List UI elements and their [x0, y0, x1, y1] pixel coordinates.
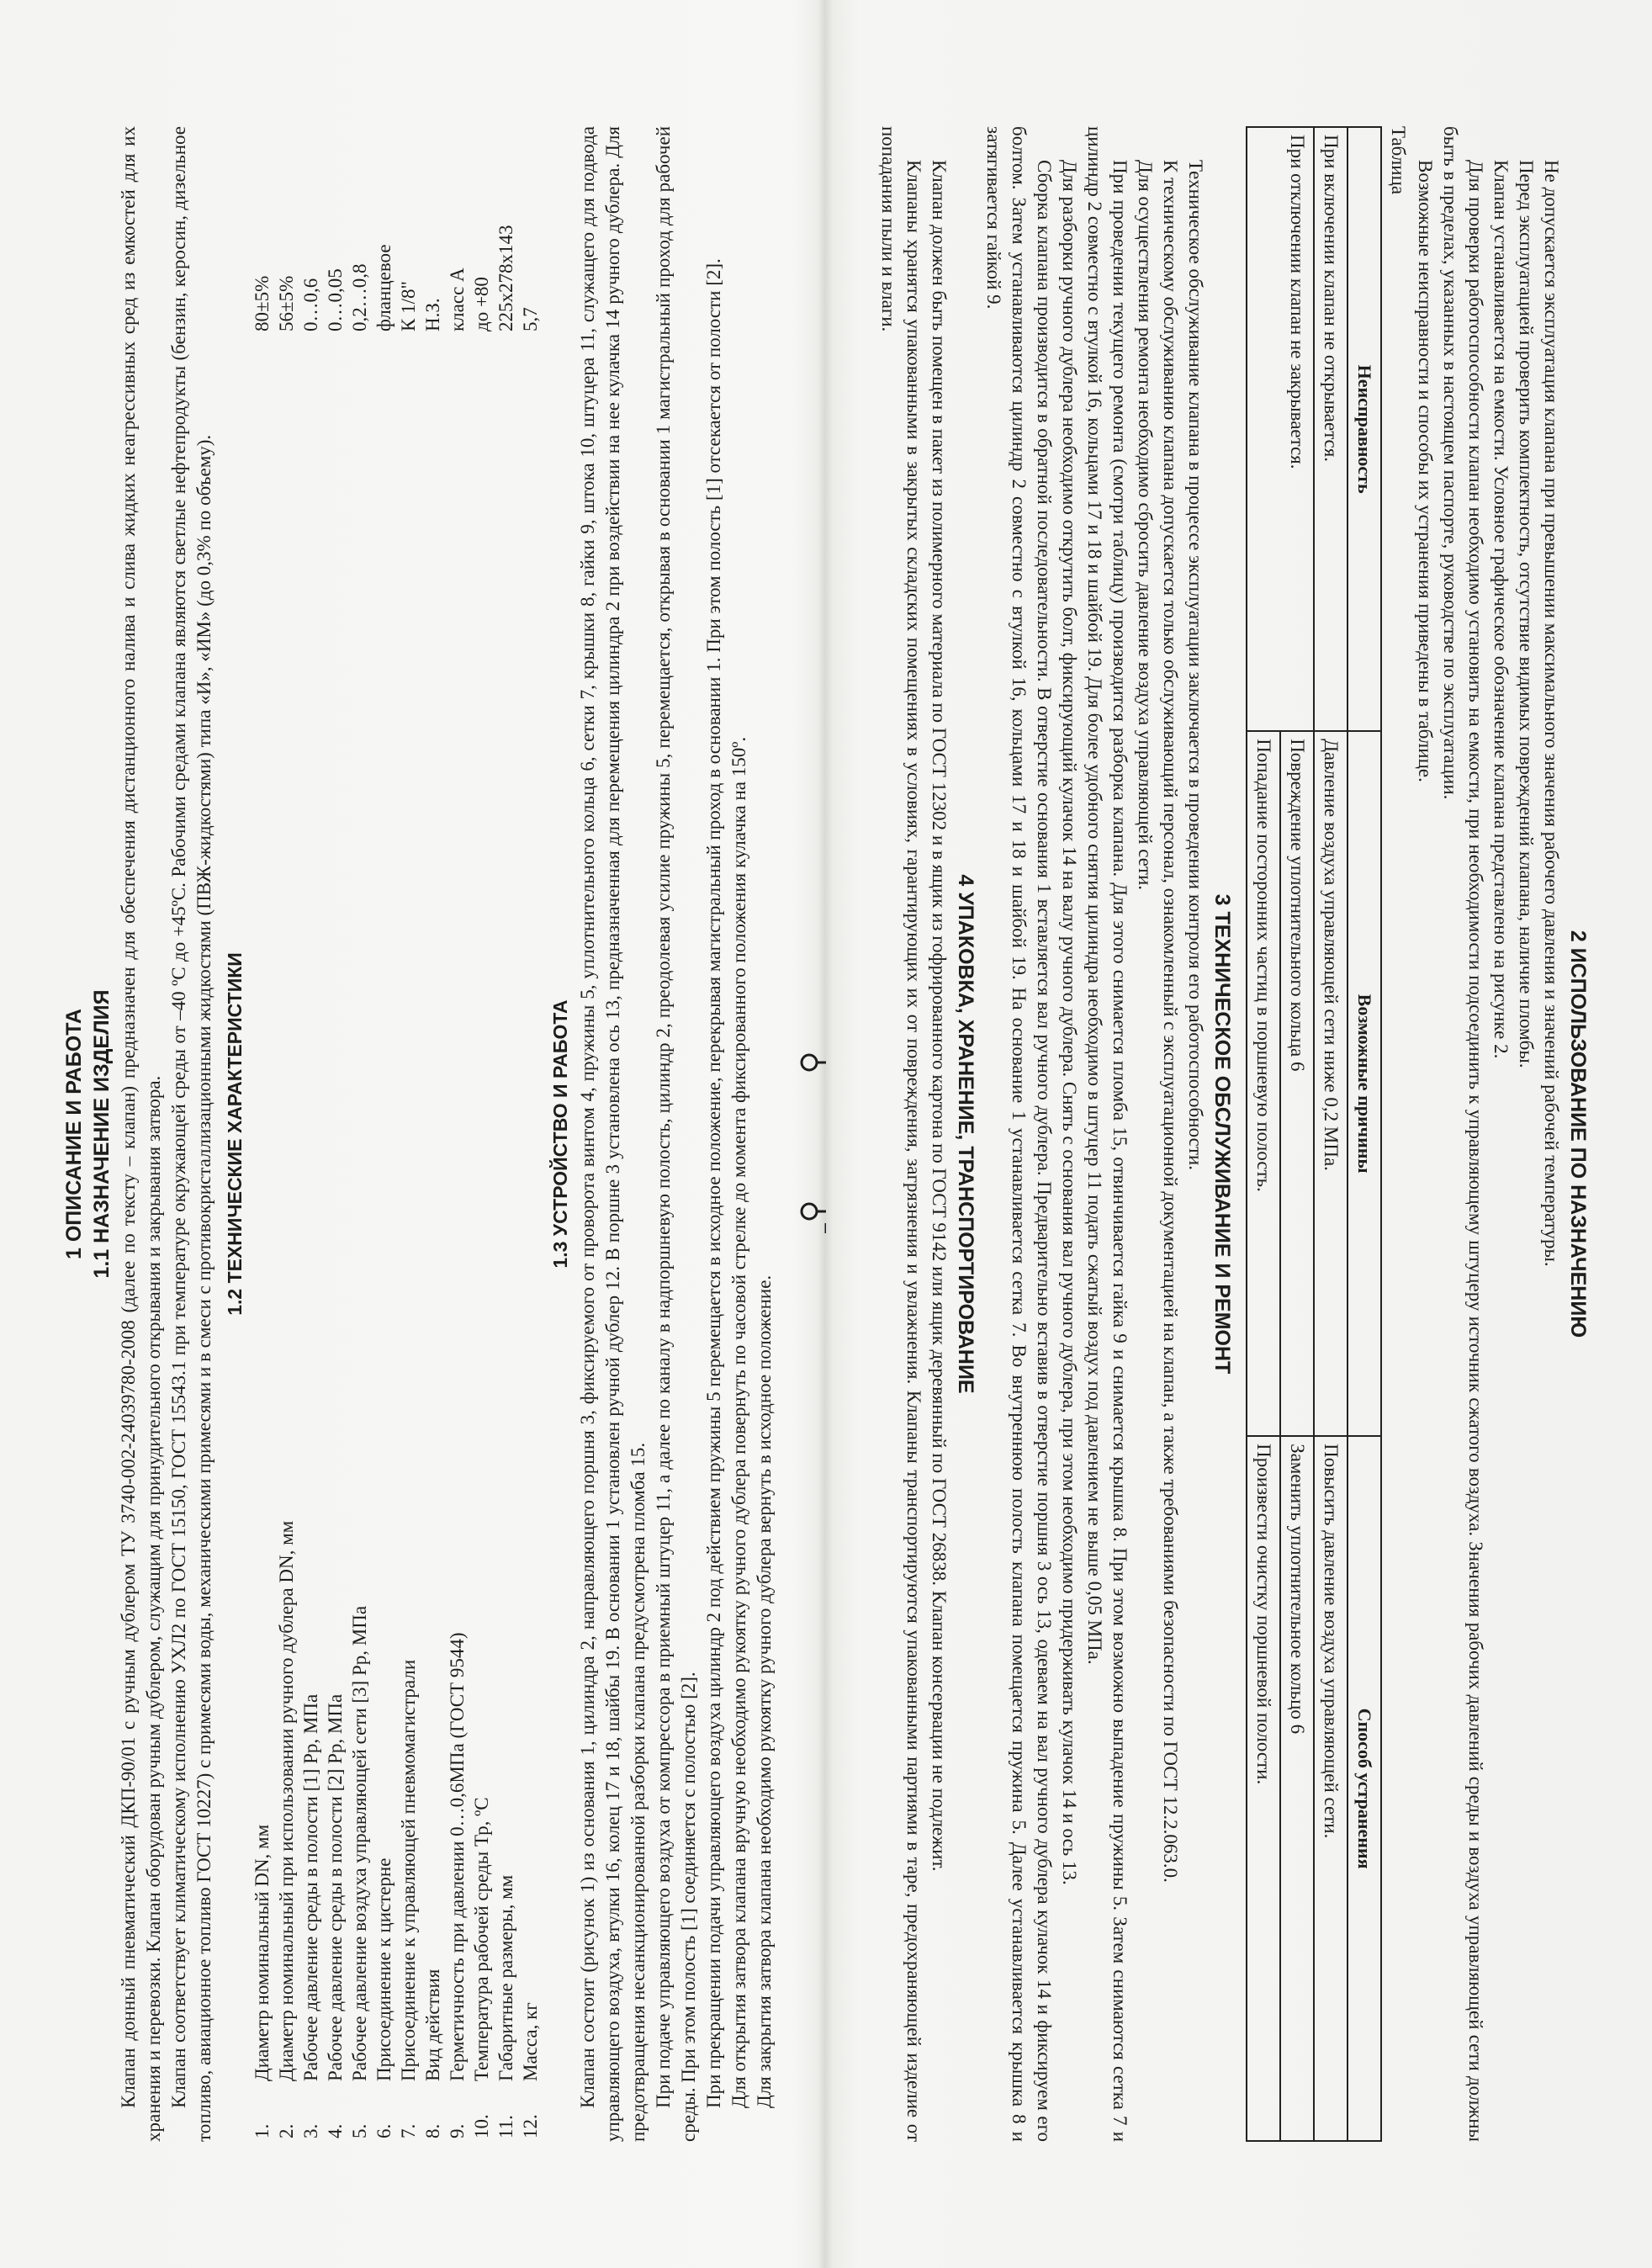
spec-value: Н.З.: [422, 298, 443, 331]
paragraph: Клапан должен быть помещен в пакет из полимерного материала по ГОСТ 12302 и в ящик из гофрированного картона по ГОСТ 9142 или ящик деревянный по ГОСТ 26838. Клапан консервации не подлежит.: [929, 160, 950, 1872]
table-caption: Таблица: [1388, 126, 1409, 195]
spec-row: [323, 126, 347, 2142]
section-2-title: 2 ИСПОЛЬЗОВАНИЕ ПО НАЗНАЧЕНИЮ: [1566, 930, 1590, 1338]
paragraph: При прекращении подачи управляющего воздуха цилиндр 2 под действием пружины 5 перемещается в исходное положение, перекрывая магистральный проход в основании 1. При этом полость [1] отсекается от полости [2].: [703, 258, 724, 2108]
spec-value: 0,2…0,8: [349, 263, 370, 331]
spec-label: Присоединение к цистерне: [373, 1857, 394, 2081]
spec-row: [396, 126, 421, 2142]
spec-value: до +80: [471, 277, 492, 331]
spec-row: [299, 126, 323, 2142]
paragraph: Сборка клапана производится в обратной последовательности. В отверстие основания 1 вставляется вал ручного дублера. Предварительно вставив в отверстие поршня 3 ось 13, одеваем на вал ручного дублера кулачок 14 и фиксируем его болтом. Затем устанавливаются цилиндр 2 совместно с втулкой 16, кольцами 17 и 18 и шайбой 19. На основание 1 устанавливается сетка 7. Во внутреннюю полость клапана помещается пружина 5. Далее устанавливается крышка 8 и затягивается гайкой 9.: [983, 126, 1055, 2142]
section-1-3-title: 1.3 УСТРОЙСТВО И РАБОТА: [549, 999, 571, 1269]
specs-table: [250, 126, 543, 2142]
paragraph: Перед эксплуатацией проверить комплектность, отсутствие видимых повреждений клапана, наличие пломбы.: [1516, 160, 1537, 1068]
spec-row: [494, 126, 518, 2142]
spec-row: [469, 126, 494, 2142]
paragraph: Клапан устанавливается на емкости. Условное графическое обозначение клапана представлено на рисунке 2.: [1491, 160, 1512, 1059]
paragraph: При проведении текущего ремонта (смотри таблицу) производится разборка клапана. Для этого снимается пломба 15, отвинчивается гайка 9 и снимается крышка 8. При этом возможно выпадение пружины 5. Затем снимаются сетка 7 и цилиндр 2 совместно с втулкой 16, кольцами 17 и 18 и шайбой 19. Для более удобного снятия цилиндра необходимо в штуцер 11 подать сжатый воздух под давлением не выше 0,05 МПа.: [1084, 126, 1130, 2142]
spec-value: 56±5%: [276, 275, 297, 331]
paragraph: Для открытия затвора клапана вручную необходимо рукоятку ручного дублера повернуть по часовой стрелке до момента фиксированного положения кулачка на 150º.: [728, 736, 749, 2108]
spec-label: Температура рабочей среды Тр, ºС: [471, 1797, 492, 2081]
spec-number: 3.: [300, 2123, 321, 2138]
spec-number: 11.: [495, 2115, 516, 2138]
spec-label: Диаметр номинальный при использовании ручного дублера DN, мм: [276, 1520, 297, 2081]
table-row: [1314, 127, 1348, 2141]
paragraph: Техническое обслуживание клапана в процессе эксплуатации заключается в проведении контроля его работоспособности.: [1185, 160, 1206, 1170]
spec-label: Рабочее давление среды в полости [1] Рр, МПа: [300, 1693, 321, 2081]
figure-2: [792, 126, 826, 2142]
paragraph: Клапаны хранятся упакованными в закрытых складских помещениях в условиях, гарантирующих их от повреждения, загрязнения и увлажнения. Клапаны транспортируются упакованными партиями в таре, предохраняющей изделие от попадания пыли и влаги.: [878, 126, 924, 2142]
valve-schematic-icon: [792, 1008, 826, 1260]
table-cell: При отключении клапан не закрывается.: [1247, 127, 1314, 731]
spec-number: 9.: [447, 2123, 468, 2138]
spec-number: 8.: [422, 2123, 443, 2138]
spec-value: К 1/8": [398, 281, 419, 331]
paragraph: Клапан состоит (рисунок 1) из основания 1, цилиндра 2, направляющего поршня 3, фиксируемого от проворота винтом 4, пружины 5, уплотнительного кольца 6, сетки 7, крышки 8, гайки 9, штока 10, штуцера 11, служащего для подвода управляющего воздуха, втулки 16, колец 17 и 18, шайбы 19. В основании 1 установлен ручной дублер 12. В поршне 3 установлена ось 13, предназначенная для перемещения цилиндра 2 при воздействии на нее кулачка 14 ручного дублера. Для предотвращения несанкционированной разборки клапана предусмотрена пломба 15.: [577, 126, 649, 2142]
spec-value: 225х278х143: [495, 225, 516, 331]
spec-label: Габаритные размеры, мм: [495, 1874, 516, 2081]
spec-label: Вид действия: [422, 1969, 443, 2081]
table-cell: При включении клапан не открывается.: [1314, 127, 1348, 731]
table-header: Возможные причины: [1348, 731, 1381, 1436]
spec-value: 0…0,6: [300, 278, 321, 331]
table-header: Неисправность: [1348, 127, 1381, 731]
spec-row: [445, 126, 469, 2142]
spec-number: 7.: [398, 2123, 419, 2138]
paragraph: Для закрытия затвора клапана необходимо рукоятку ручного дублера вернуть в исходное положение.: [754, 1274, 775, 2108]
spec-label: Рабочее давление среды в полости [2] Рр, МПа: [325, 1693, 346, 2081]
table-cell: Давление воздуха управляющей сети ниже 0,2 МПа.: [1314, 731, 1348, 1436]
paragraph: При подаче управляющего воздуха от компрессора в приемный штуцер 11, а далее по каналу в надпоршневую полость, цилиндр 2, преодолевая усилие пружины 5, перемещается, открывая в основании 1 магистральный проход для рабочей среды. При этом полость [1] соединяется с полостью [2].: [653, 126, 699, 2142]
section-3-title: 3 ТЕХНИЧЕСКОЕ ОБСЛУЖИВАНИЕ И РЕМОНТ: [1210, 893, 1234, 1375]
spec-number: 4.: [325, 2123, 346, 2138]
spec-number: 5.: [349, 2123, 370, 2138]
spec-value: класс А: [447, 268, 468, 331]
spec-value: 5,7: [520, 307, 541, 331]
paragraph: Клапан донный пневматический ДКП-90/01 с ручным дублером ТУ 3740-002-24039780-2008 (далее по тексту – клапан) предназначен для обеспечения дистанционного налива и слива жидких неагрессивных сред из емкостей для их хранения и перевозки. Клапан оборудован ручным дублером, служащим для принудительного открывания и закрывания затвора.: [118, 126, 164, 2142]
paragraph: Для проверки работоспособности клапан необходимо установить на емкости, при необходимости подсоединить к управляющему штуцеру источник сжатого воздуха. Значения рабочих давлений среды и воздуха управляющей сети должны быть в пределах, указанных в настоящем паспорте, руководстве по эксплуатации.: [1440, 126, 1486, 2142]
spec-row: [372, 126, 396, 2142]
spec-label: Присоединение к управляющей пневмомагистрали: [398, 1659, 419, 2081]
paragraph: Для осуществления ремонта необходимо сбросить давление воздуха управляющей сети.: [1135, 160, 1156, 891]
spec-number: 10.: [471, 2114, 492, 2138]
spec-row: [421, 126, 445, 2142]
section-1-1-title: 1.1 НАЗНАЧЕНИЕ ИЗДЕЛИЯ: [90, 989, 114, 1279]
spec-label: Масса, кг: [520, 2002, 541, 2081]
table-cell: Попадание посторонних частиц в поршневую полость.: [1247, 731, 1280, 1436]
spec-label: Герметичность при давлении 0…0,6МПа (ГОСТ 9544): [447, 1632, 468, 2081]
spec-value: 80±5%: [252, 275, 273, 331]
table-cell: Повысить давление воздуха управляющей сети.: [1314, 1436, 1348, 2141]
paragraph: Клапан соответствует климатическому исполнению УХЛ2 по ГОСТ 15150, ГОСТ 15543.1 при температуре окружающей среды от –40 ºС до +45ºС. Рабочими средами клапана являются светлые нефтепродукты (бензин, керосин, дизельное топливо, авиационное топливо ГОСТ 10227) с примесями воды, механическими примесями и в смеси с противокристаллизационными жидкостями (ПВЖ-жидкостями) типа «И», «ИМ» (до 0,3% по объему).: [168, 126, 214, 2142]
faults-table: [1246, 126, 1382, 2142]
section-1-2-title: 1.2 ТЕХНИЧЕСКИЕ ХАРАКТЕРИСТИКИ: [224, 952, 246, 1316]
spec-row: [518, 126, 543, 2142]
paragraph: Не допускается эксплуатация клапана при превышении максимального значения рабочего давления и значений рабочей температуры.: [1541, 160, 1562, 1267]
spec-row: [250, 126, 274, 2142]
spec-row: [347, 126, 372, 2142]
spec-number: 2.: [276, 2123, 297, 2138]
spec-number: 1.: [252, 2123, 273, 2138]
spec-value: 0…0,05: [325, 268, 346, 331]
spec-row: [274, 126, 299, 2142]
paragraph: Возможные неисправности и способы их устранения приведены в таблице.: [1415, 160, 1436, 782]
table-row: [1280, 127, 1314, 2141]
right-page: [826, 0, 1652, 2268]
spec-label: Диаметр номинальный DN, мм: [252, 1824, 273, 2081]
spec-value: фланцевое: [373, 244, 394, 331]
spec-label: Рабочее давление воздуха управляющей сети [3] Рр, МПа: [349, 1605, 370, 2081]
spec-number: 12.: [520, 2114, 541, 2138]
spec-number: 6.: [373, 2123, 394, 2138]
section-1-title: 1 ОПИСАНИЕ И РАБОТА: [62, 1009, 86, 1259]
table-cell: Повреждение уплотнительного кольца 6: [1280, 731, 1314, 1436]
table-header: Способ устранения: [1348, 1436, 1381, 2141]
paragraph: К техническому обслуживанию клапана допускается только обслуживающий персонал, ознакомленный с эксплуатационной документацией на клапан, а также требованиями безопасности по ГОСТ 12.2.063.0.: [1160, 160, 1181, 1883]
section-4-title: 4 УПАКОВКА, ХРАНЕНИЕ, ТРАНСПОРТИРОВАНИЕ: [954, 874, 977, 1394]
table-cell: Заменить уплотнительное кольцо 6: [1280, 1436, 1314, 2141]
table-cell: Произвести очистку поршневой полости.: [1247, 1436, 1280, 2141]
paragraph: Для разборки ручного дублера необходимо открутить болт, фиксирующий кулачок 14 на валу ручного дублера. Снять с основания вал ручного дублера, при этом необходимо придерживать кулачок 14 и ось 13.: [1059, 160, 1080, 1885]
